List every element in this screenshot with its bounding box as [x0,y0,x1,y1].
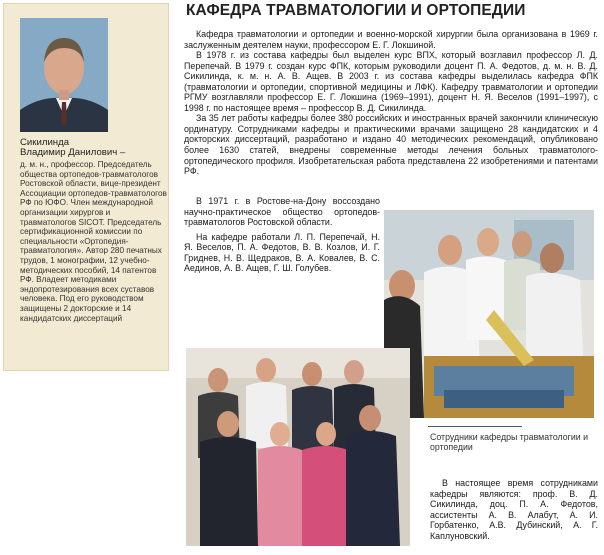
paragraph: Кафедра травматологии и ортопедии и военно-морской хирургии была организована в 1969 г. заслуженным деятелем науки, профессором Е. Г. Локшиной. [184,29,598,50]
lab-photo [384,210,594,418]
first-name-patronymic: Владимир Данилович – [20,147,126,159]
caption-divider [428,426,522,427]
paragraph: За 35 лет работы кафедры более 380 российских и иностранных врачей закончили клиническую ординатуру. Сотрудниками кафедры и практическими врачами защищено 28 кандидатских и 4 докторских диссертаций, разработано и издано 40 методических рекомендаций, опубликовано более 1630 статей, внедрены современные методы лечения больных травматолого-ортопедического профиля. Изобретательская работа представлена 22 изобретениями и патентами РФ. [184,113,598,177]
portrait-photo [20,18,108,132]
paragraph: В 1971 г. в Ростове-на-Дону воссоздано научно-практическое общество ортопедов-травматологов Ростовской области. [184,196,380,228]
staff-group-photo [186,348,410,546]
paragraph: В 1978 г. из состава кафедры был выделен курс ВПХ, который возглавил профессор Л. Д. Перепечай. В 1979 г. создан курс ФПК, которым руководили доцент П. А. Федотов, д. м. н. В. Д. Сикилинда, к. м. н. А. В. Ащев. В 2003 г. из состава кафедры выделилась кафедра ФПК (травматологии и ортопедии, спортивной медицины и ЛФК). Кафедру травматологии и ортопедии РГМУ возглавляли профессор Е. Г. Локшина (1969–1991), доцент Н. Я. Веселов (1991–1997), с 1998 г. по настоящее время – профессор В. Д. Сикилинда. [184,50,598,113]
photo-caption: Сотрудники кафедры травматологии и ортопедии [430,432,589,453]
surname: Сикилинда [20,137,70,148]
article-left-column [184,196,380,274]
paragraph: В настоящее время сотрудниками кафедры являются: проф. В. Д. Сикилинда, доц. П. А. Федотов, ассистенты А. В. Алабут, А. И. Горбатенко, А.В. Дубинский, А. Г. Каплуновский. [430,478,598,541]
page-title: КАФЕДРА ТРАВМАТОЛОГИИ И ОРТОПЕДИИ [186,2,526,19]
paragraph: На кафедре работали Л. П. Перепечай, Н. Я. Веселов, П. А. Федотов, В. В. Козлов, И. Г. Гриднев, Н. В. Щедраков, В. А. Ковалев, В. С. Аединов, А. В. Ащев, Г. Ш. Голубев. [184,231,380,274]
professor-name [20,138,168,159]
current-staff-text [430,478,598,541]
article-main [184,29,598,177]
professor-bio: д. м. н., профессор. Председатель общества ортопедов-травматологов Ростовской области, вице-президент Ассоциации ортопедов-травматологов РФ по ЮФО. Член международной организации хирургов и травматологов SICOT. Председатель сертификационной комиссии по специальности «Ортопедия-травматология». Автор 280 печатных трудов, 1 монографии, 12 учебно-методических пособий, 14 патентов РФ. Владеет методиками эндопротезирования всех суставов человека. Под его руководством защищены 2 докторские и 14 кандидатских диссертаций [20,160,167,323]
sidebar-profile [3,3,169,371]
